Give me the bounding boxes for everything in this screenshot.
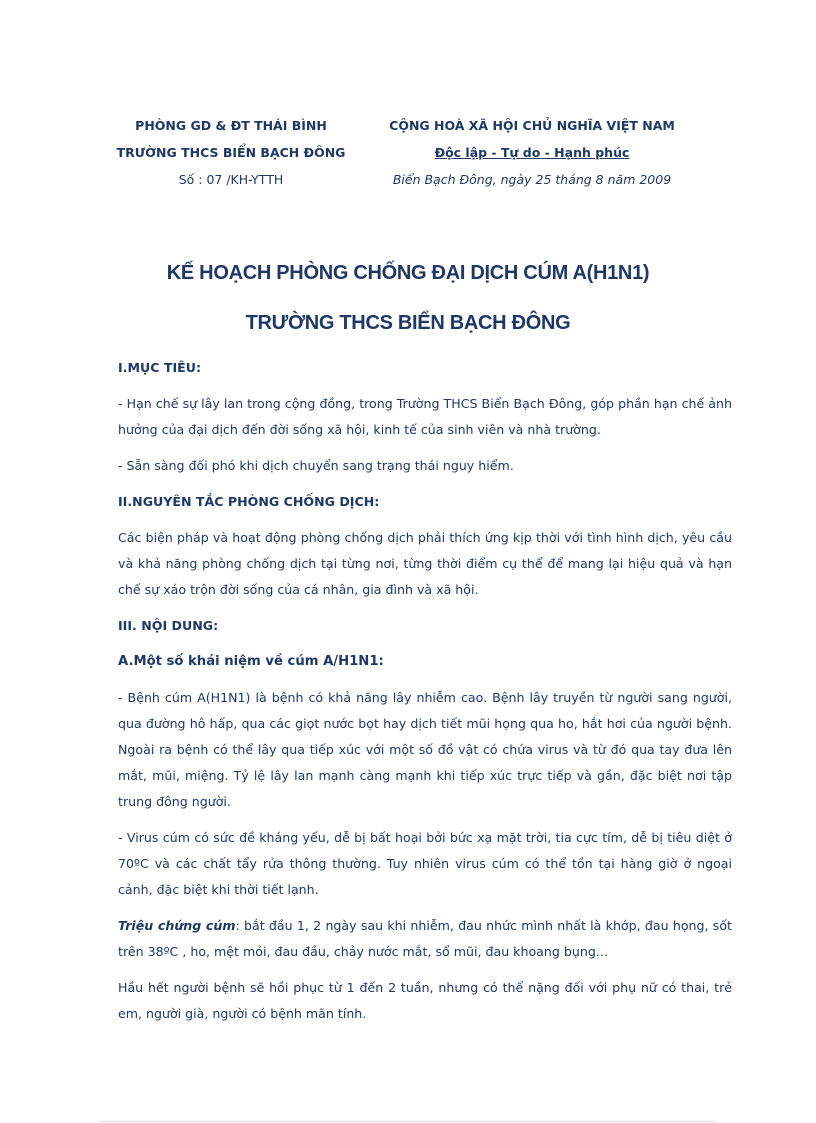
paragraph: Hầu hết người bệnh sẽ hồi phục từ 1 đến 2 tuần, nhưng có thể nặng đối với phụ nữ có thai, trẻ em, người già, người có bệnh mãn tính. bbox=[118, 980, 732, 1021]
section-heading-content: III. NỘI DUNG: bbox=[118, 618, 219, 633]
paragraph-symptoms bbox=[118, 913, 732, 965]
document-subtitle: TRƯỜNG THCS BIỂN BẠCH ĐÔNG bbox=[245, 312, 571, 334]
document-title: KẾ HOẠCH PHÒNG CHỐNG ĐẠI DỊCH CÚM A(H1N1) bbox=[166, 262, 650, 284]
symptoms-text: : bắt đầu 1, 2 ngày sau khi nhiễm, đau nhức mình nhất là khớp, đau họng, sốt trên 38ºC , ho, mệt mỏi, đau đầu, chảy nước mắt, sổ mũi, đau khoang bụng… bbox=[118, 918, 732, 959]
header-right bbox=[372, 112, 692, 193]
paragraph: Các biện pháp và hoạt động phòng chống dịch phải thích ứng kịp thời với tình hình dịch, yêu cầu và khả năng phòng chống dịch tại từng nơi, từng thời điểm cụ thể để mang lại hiệu quả và hạn chế sự xáo trộn đời sống của cá nhân, gia đình và xã hội. bbox=[118, 530, 732, 597]
section-heading-principles: II.NGUYÊN TẮC PHÒNG CHỐNG DỊCH: bbox=[118, 494, 380, 509]
header-left bbox=[100, 112, 362, 193]
paragraph: - Bệnh cúm A(H1N1) là bệnh có khả năng lây nhiễm cao. Bệnh lây truyền từ người sang người, qua đường hô hấp, qua các giọt nước bọt hay dịch tiết mũi họng qua ho, hắt hơi của người bệnh. Ngoài ra bệnh có thể lây qua tiếp xúc với một số đồ vật có chứa virus và từ đó qua tay đưa lên mắt, mũi, miệng. Tỷ lệ lây lan mạnh càng mạnh khi tiếp xúc trực tiếp và gần, đặc biệt nơi tập trung đông người. bbox=[118, 690, 732, 809]
paragraph: - Virus cúm có sức đề kháng yếu, dễ bị bất hoại bởi bức xạ mặt trời, tia cực tím, dễ bị tiêu diệt ở 70ºC và các chất tẩy rửa thông thường. Tuy nhiên virus cúm có thể tồn tại hàng giờ ở ngoại cảnh, đặc biệt khi thời tiết lạnh. bbox=[118, 830, 732, 897]
document-number: Số : 07 /KH-YTTH bbox=[178, 172, 284, 187]
place-date: Biển Bạch Đông, ngày 25 tháng 8 năm 2009 bbox=[392, 172, 672, 187]
national-motto: Độc lập - Tự do - Hạnh phúc bbox=[434, 145, 630, 160]
paragraph: - Sẵn sàng đối phó khi dịch chuyển sang trạng thái nguy hiểm. bbox=[118, 458, 514, 473]
page-bottom-border bbox=[100, 1121, 716, 1122]
subsection-heading-concepts: A.Một số khái niệm về cúm A/H1N1: bbox=[118, 654, 384, 669]
symptoms-label: Triệu chứng cúm bbox=[118, 918, 236, 933]
national-title: CỘNG HOÀ XÃ HỘI CHỦ NGHĨA VIỆT NAM bbox=[389, 118, 675, 133]
department-name: PHÒNG GD & ĐT THÁI BÌNH bbox=[135, 118, 327, 133]
school-name: TRƯỜNG THCS BIỂN BẠCH ĐÔNG bbox=[116, 145, 346, 160]
document-body bbox=[118, 355, 732, 1037]
section-heading-objectives: I.MỤC TIÊU: bbox=[118, 360, 201, 375]
paragraph: - Hạn chế sự lây lan trong cộng đồng, trong Trường THCS Biển Bạch Đông, góp phần hạn chế ảnh hưởng của đại dịch đến đời sống xã hội, kinh tế của sinh viên và nhà trường. bbox=[118, 396, 732, 437]
